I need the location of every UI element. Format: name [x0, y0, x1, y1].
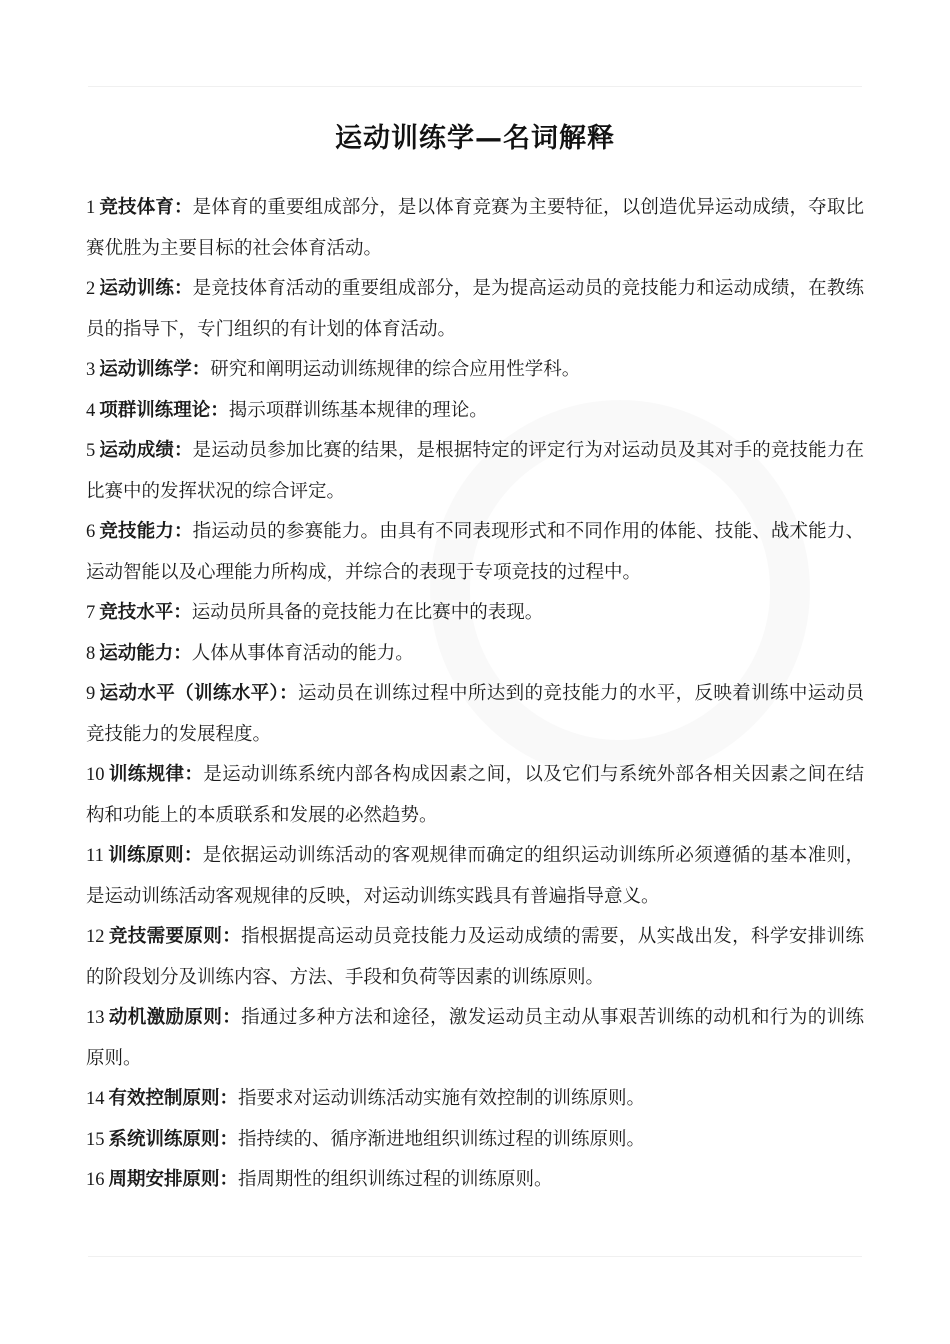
- entry-term: 系统训练原则：: [108, 1128, 239, 1150]
- entry-definition: 指周期性的组织训练过程的训练原则。: [238, 1169, 553, 1190]
- entry-term: 运动能力：: [99, 642, 192, 664]
- entry-number: 8: [86, 643, 96, 664]
- entry-definition: 指持续的、循序渐进地组织训练过程的训练原则。: [238, 1128, 646, 1150]
- entry-term: 项群训练理论：: [99, 399, 229, 421]
- entry-term: 周期安排原则：: [108, 1169, 239, 1190]
- glossary-entry: [86, 269, 864, 350]
- glossary-entry: [86, 836, 864, 917]
- entry-number: 13: [86, 1008, 105, 1028]
- top-rule: [88, 86, 862, 87]
- glossary-entry: [86, 634, 864, 675]
- glossary-entry: [86, 1120, 864, 1161]
- entry-number: 7: [86, 603, 96, 623]
- glossary-entry: [86, 998, 864, 1079]
- entry-number: 15: [86, 1129, 105, 1150]
- entry-definition: 运动员在训练过程中所达到的竞技能力的水平，反映着训练中运动员竞技能力的发展程度。: [86, 683, 864, 745]
- entry-term: 竞技需要原则：: [108, 926, 242, 947]
- entry-definition: 是体育的重要组成部分，是以体育竞赛为主要特征，以创造优异运动成绩，夺取比赛优胜为主要目标的社会体育活动。: [86, 197, 864, 259]
- glossary-entry: [86, 917, 864, 998]
- glossary-entry: [86, 674, 864, 755]
- entry-number: 9: [86, 684, 96, 704]
- entry-definition: 是运动员参加比赛的结果，是根据特定的评定行为对运动员及其对手的竞技能力在比赛中的发挥状况的综合评定。: [86, 440, 864, 502]
- glossary-entry: [86, 1160, 864, 1201]
- glossary-entry: [86, 188, 864, 269]
- entry-term: 运动成绩：: [99, 440, 193, 461]
- entry-number: 3: [86, 360, 96, 380]
- entry-term: 训练规律：: [108, 764, 204, 785]
- glossary-entry: [86, 350, 864, 391]
- entry-number: 12: [86, 927, 105, 947]
- entry-number: 6: [86, 522, 96, 542]
- entry-term: 运动训练学：: [99, 359, 211, 380]
- entry-number: 10: [86, 765, 105, 785]
- entry-term: 竞技水平：: [99, 602, 192, 623]
- entry-number: 14: [86, 1089, 105, 1109]
- bottom-rule: [88, 1256, 862, 1257]
- entry-term: 运动训练：: [99, 278, 193, 299]
- glossary-entry: [86, 755, 864, 836]
- entry-term: 竞技体育：: [99, 197, 193, 218]
- entry-term: 运动水平（训练水平）：: [99, 683, 299, 704]
- glossary-entry: [86, 1079, 864, 1120]
- entry-term: 动机激励原则：: [108, 1007, 242, 1028]
- entry-definition: 是运动训练系统内部各构成因素之间，以及它们与系统外部各相关因素之间在结构和功能上的本质联系和发展的必然趋势。: [86, 764, 864, 826]
- entry-number: 1: [86, 198, 96, 218]
- glossary-list: [86, 188, 864, 1201]
- entry-definition: 是竞技体育活动的重要组成部分，是为提高运动员的竞技能力和运动成绩，在教练员的指导下，专门组织的有计划的体育活动。: [86, 278, 864, 340]
- entry-definition: 研究和阐明运动训练规律的综合应用性学科。: [210, 359, 581, 380]
- entry-number: 11: [86, 846, 104, 866]
- entry-term: 训练原则：: [107, 845, 203, 866]
- entry-number: 2: [86, 279, 96, 299]
- entry-definition: 运动员所具备的竞技能力在比赛中的表现。: [191, 602, 544, 623]
- entry-number: 16: [86, 1170, 105, 1190]
- entry-definition: 是依据运动训练活动的客观规律而确定的组织运动训练所必须遵循的基本准则，是运动训练活动客观规律的反映，对运动训练实践具有普遍指导意义。: [86, 845, 864, 907]
- entry-number: 5: [86, 441, 96, 461]
- glossary-entry: [86, 512, 864, 593]
- entry-term: 竞技能力：: [99, 521, 193, 542]
- entry-definition: 指要求对运动训练活动实施有效控制的训练原则。: [238, 1088, 646, 1109]
- glossary-entry: [86, 593, 864, 634]
- entry-definition: 揭示项群训练基本规律的理论。: [228, 399, 488, 421]
- entry-definition: 指通过多种方法和途径，激发运动员主动从事艰苦训练的动机和行为的训练原则。: [86, 1007, 864, 1069]
- entry-definition: 指运动员的参赛能力。由具有不同表现形式和不同作用的体能、技能、战术能力、运动智能以及心理能力所构成，并综合的表现于专项竞技的过程中。: [86, 521, 864, 583]
- page-title: 运动训练学—名词解释: [335, 123, 615, 154]
- glossary-entry: [86, 391, 864, 432]
- glossary-entry: [86, 431, 864, 512]
- entry-term: 有效控制原则：: [108, 1088, 239, 1109]
- entry-number: 4: [86, 400, 96, 421]
- entry-definition: 人体从事体育活动的能力。: [191, 642, 414, 664]
- entry-definition: 指根据提高运动员竞技能力及运动成绩的需要，从实战出发，科学安排训练的阶段划分及训练内容、方法、手段和负荷等因素的训练原则。: [86, 926, 864, 988]
